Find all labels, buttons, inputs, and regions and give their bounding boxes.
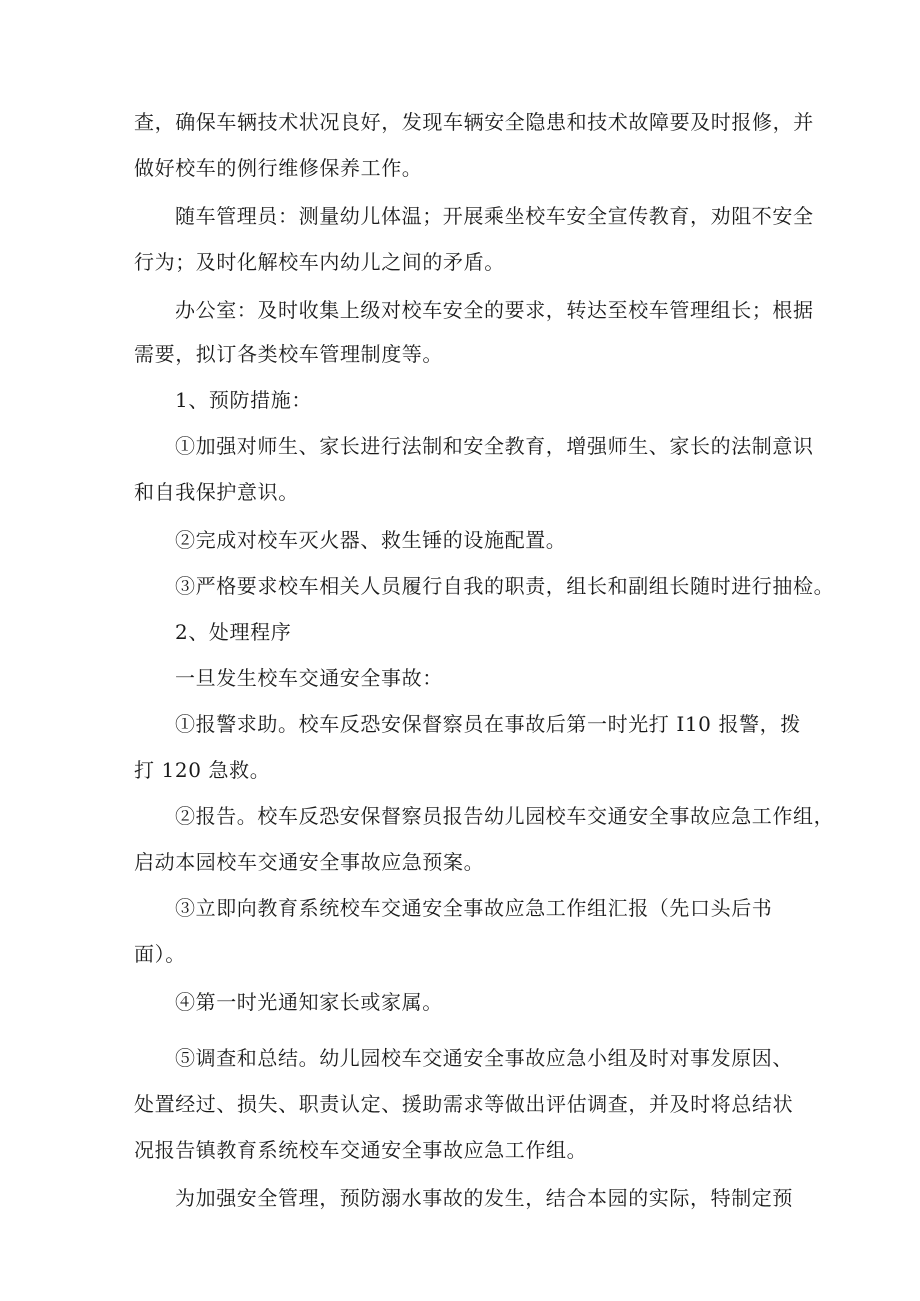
text-line: 做好校车的例行维修保养工作。 <box>134 156 423 180</box>
text-line: 需要，拟订各类校车管理制度等。 <box>134 342 443 366</box>
text-line: ①加强对师生、家长进行法制和安全教育，增强师生、家长的法制意识 <box>175 434 814 458</box>
text-line: ⑤调查和总结。幼儿园校车交通安全事故应急小组及时对事发原因、 <box>175 1046 793 1070</box>
text-line: 和自我保护意识。 <box>134 480 299 504</box>
section-heading: 2、处理程序 <box>175 620 292 644</box>
text-line: 打 120 急救。 <box>134 758 271 782</box>
text-line: ④第一时光通知家长或家属。 <box>175 990 443 1014</box>
text-line: 况报告镇教育系统校车交通安全事故应急工作组。 <box>134 1138 588 1162</box>
text-line: 行为；及时化解校车内幼儿之间的矛盾。 <box>134 250 505 274</box>
text-line: ②完成对校车灭火器、救生锤的设施配置。 <box>175 528 567 552</box>
text-line: 查，确保车辆技术状况良好，发现车辆安全隐患和技术故障要及时报修，并 <box>134 110 814 134</box>
text-line: 随车管理员：测量幼儿体温；开展乘坐校车安全宣传教育，劝阻不安全 <box>175 204 814 228</box>
text-line: ①报警求助。校车反恐安保督察员在事故后第一时光打 I10 报警，拨 <box>175 712 801 736</box>
text-line: 办公室：及时收集上级对校车安全的要求，转达至校车管理组长；根据 <box>175 298 814 322</box>
text-line: 处置经过、损失、职责认定、援助需求等做出评估调查，并及时将总结状 <box>134 1092 794 1116</box>
text-line: 一旦发生校车交通安全事故： <box>175 666 443 690</box>
text-line: ②报告。校车反恐安保督察员报告幼儿园校车交通安全事故应急工作组， <box>175 804 835 828</box>
section-heading: 1、预防措施： <box>175 388 312 412</box>
text-line: 为加强安全管理，预防溺水事故的发生，结合本园的实际，特制定预 <box>175 1186 793 1210</box>
text-line: ③立即向教育系统校车交通安全事故应急工作组汇报（先口头后书 <box>175 896 773 920</box>
text-line: 启动本园校车交通安全事故应急预案。 <box>134 850 485 874</box>
text-line: 面）。 <box>134 942 186 966</box>
text-line: ③严格要求校车相关人员履行自我的职责，组长和副组长随时进行抽检。 <box>175 574 835 598</box>
